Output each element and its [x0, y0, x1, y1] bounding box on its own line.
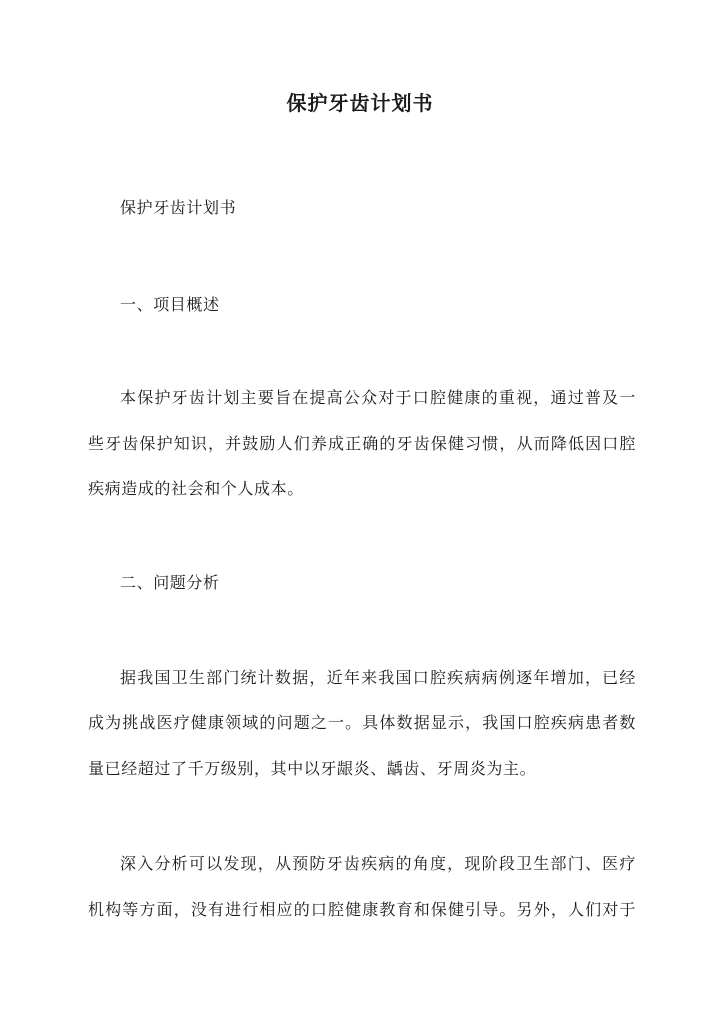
- paragraph-line: 成为挑战医疗健康领域的问题之一。具体数据显示，我国口腔疾病患者数: [88, 713, 636, 732]
- paragraph-line: 本保护牙齿计划主要旨在提高公众对于口腔健康的重视，通过普及一: [120, 388, 636, 407]
- paragraph-line: 些牙齿保护知识，并鼓励人们养成正确的牙齿保健习惯，从而降低因口腔: [88, 434, 636, 453]
- document-title: 保护牙齿计划书: [286, 91, 434, 115]
- paragraph-line: 机构等方面，没有进行相应的口腔健康教育和保健引导。另外，人们对于: [88, 900, 636, 919]
- paragraph-line: 据我国卫生部门统计数据，近年来我国口腔疾病病例逐年增加，已经: [120, 668, 636, 687]
- section-heading-overview: 一、项目概述: [120, 295, 220, 314]
- document-subtitle: 保护牙齿计划书: [120, 198, 237, 217]
- section-heading-analysis: 二、问题分析: [120, 573, 220, 592]
- paragraph-line: 疾病造成的社会和个人成本。: [88, 479, 304, 498]
- paragraph-line: 深入分析可以发现，从预防牙齿疾病的角度，现阶段卫生部门、医疗: [120, 854, 636, 873]
- paragraph-line: 量已经超过了千万级别，其中以牙龈炎、龋齿、牙周炎为主。: [88, 759, 537, 778]
